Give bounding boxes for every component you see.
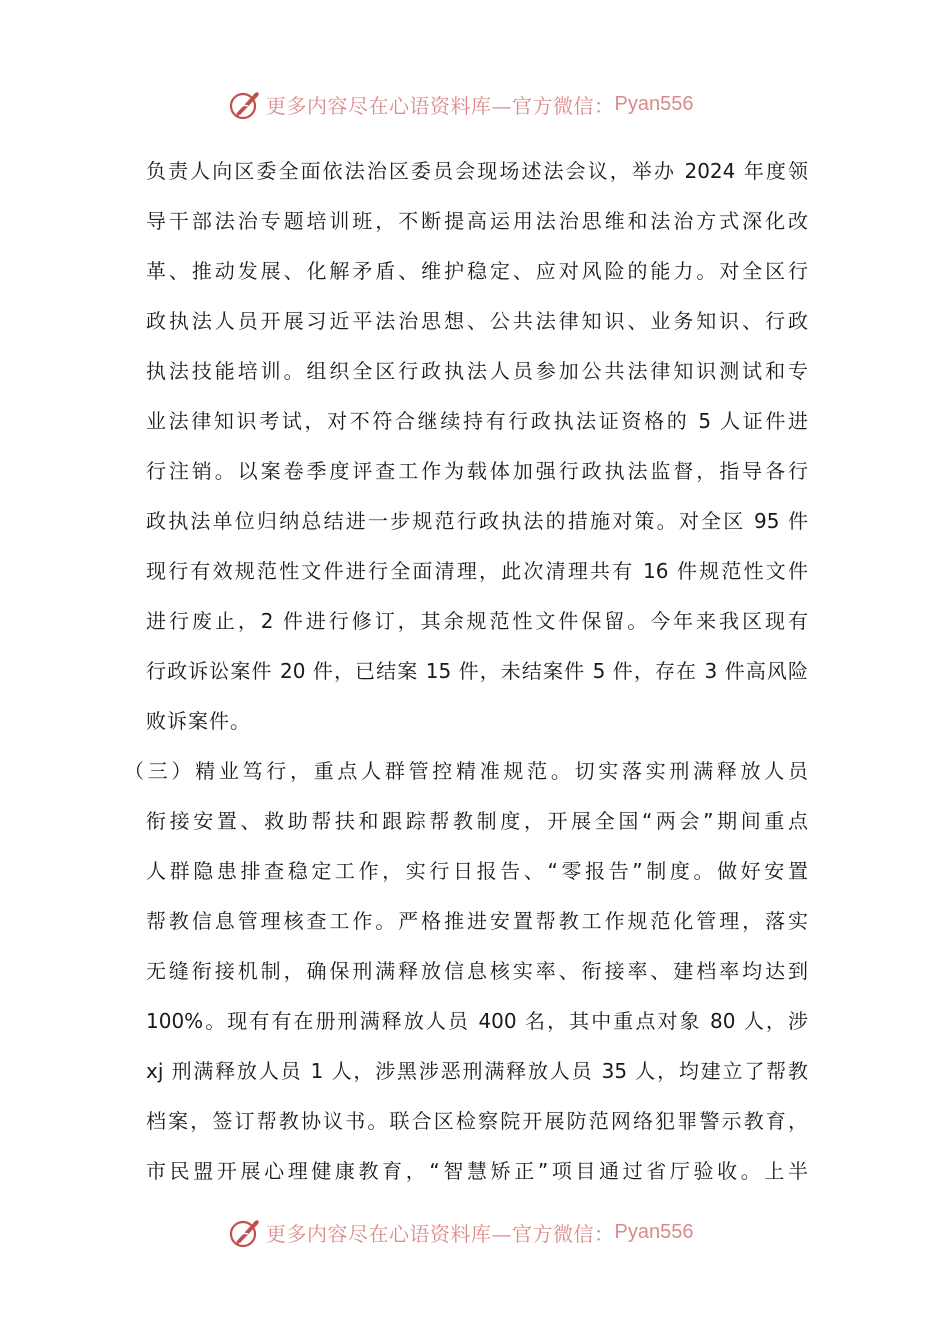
text-line: 行注销。以案卷季度评查工作为载体加强行政执法监督，指导各行 [146, 459, 808, 483]
text-line: 现行有效规范性文件进行全面清理，此次清理共有 16 件规范性文件 [146, 559, 808, 583]
text-line: 行政诉讼案件 20 件，已结案 15 件，未结案件 5 件，存在 3 件高风险 [146, 659, 808, 683]
text-line: 衔接安置、救助帮扶和跟踪帮教制度，开展全国“两会”期间重点 [146, 809, 808, 833]
text-line: 100%。现有有在册刑满释放人员 400 名，其中重点对象 80 人，涉 [146, 1009, 808, 1033]
header-banner-wechat: Pyan556 [614, 92, 694, 115]
text-line: 进行废止，2 件进行修订，其余规范性文件保留。今年来我区现有 [146, 609, 808, 633]
document-body [124, 146, 808, 1196]
quill-seal-logo-icon [228, 1215, 262, 1249]
text-line: 业法律知识考试，对不符合继续持有行政执法证资格的 5 人证件进 [146, 409, 808, 433]
text-line: 无缝衔接机制，确保刑满释放信息核实率、衔接率、建档率均达到 [146, 959, 808, 983]
header-watermark-banner [228, 84, 693, 124]
quill-seal-logo-icon [228, 87, 262, 121]
text-line: 帮教信息管理核查工作。严格推进安置帮教工作规范化管理，落实 [146, 909, 808, 933]
text-line: 政执法人员开展习近平法治思想、公共法律知识、业务知识、行政 [146, 309, 808, 333]
text-line: 负责人向区委全面依法治区委员会现场述法会议，举办 2024 年度领 [146, 159, 808, 183]
footer-banner-wechat: Pyan556 [614, 1220, 694, 1243]
text-line: 人群隐患排查稳定工作，实行日报告、“零报告”制度。做好安置 [146, 859, 808, 883]
footer-banner-text: 更多内容尽在心语资料库—官方微信： [266, 1221, 615, 1246]
text-line: xj 刑满释放人员 1 人，涉黑涉恶刑满释放人员 35 人，均建立了帮教 [146, 1059, 808, 1083]
text-line: 市民盟开展心理健康教育，“智慧矫正”项目通过省厅验收。上半 [146, 1159, 808, 1183]
text-line: 政执法单位归纳总结进一步规范行政执法的措施对策。对全区 95 件 [146, 509, 808, 533]
text-line: 导干部法治专题培训班，不断提高运用法治思维和法治方式深化改 [146, 209, 808, 233]
header-banner-text: 更多内容尽在心语资料库—官方微信： [266, 93, 615, 118]
section-heading-line: （三）精业笃行，重点人群管控精准规范。切实落实刑满释放人员 [124, 759, 808, 783]
text-line: 档案，签订帮教协议书。联合区检察院开展防范网络犯罪警示教育， [146, 1109, 808, 1133]
text-line: 革、推动发展、化解矛盾、维护稳定、应对风险的能力。对全区行 [146, 259, 808, 283]
text-line: 败诉案件。 [146, 709, 251, 733]
footer-watermark-banner [228, 1212, 693, 1252]
text-line: 执法技能培训。组织全区行政执法人员参加公共法律知识测试和专 [146, 359, 808, 383]
